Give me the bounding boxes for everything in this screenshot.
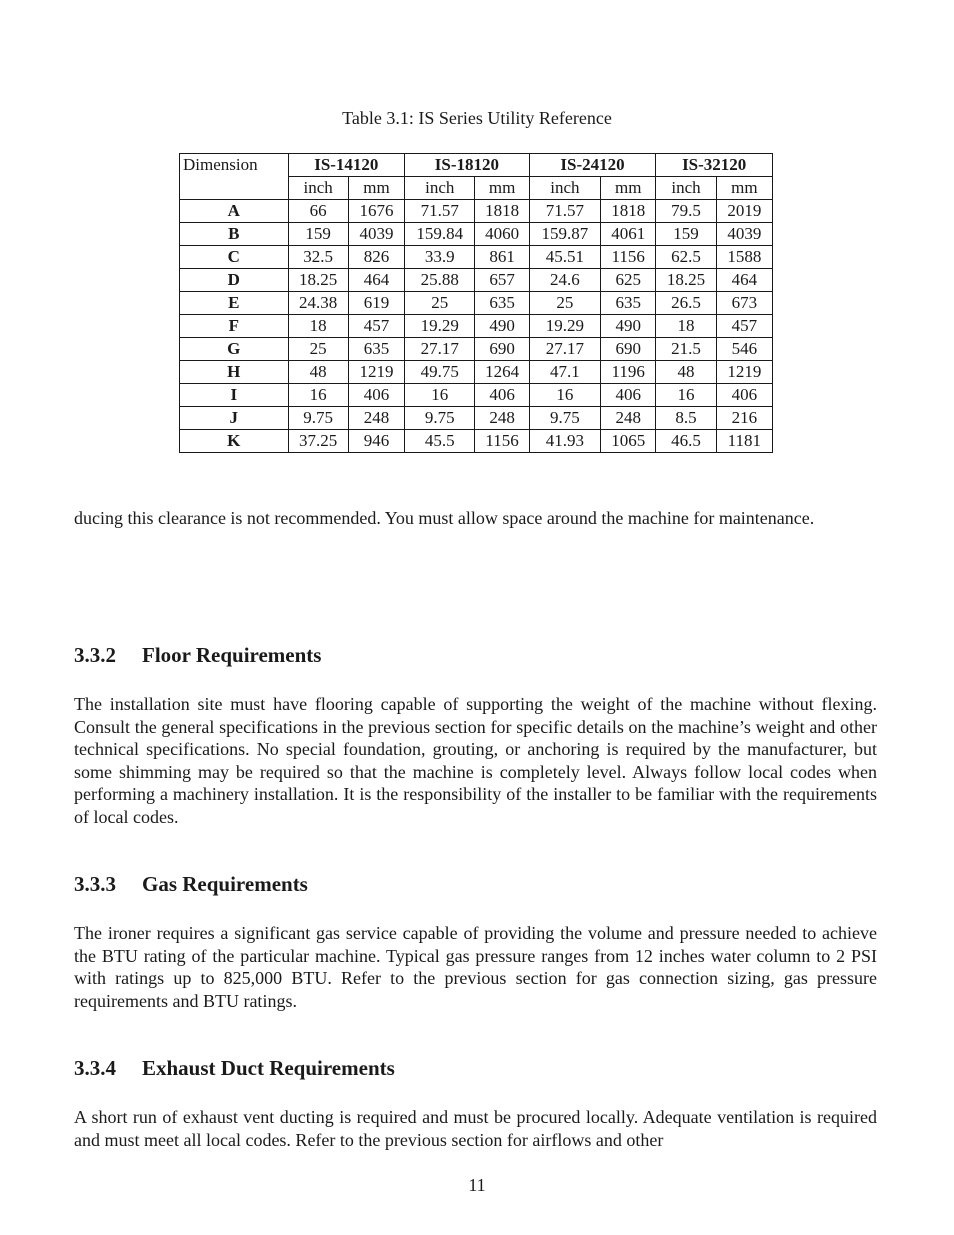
section-title: Floor Requirements bbox=[142, 643, 322, 667]
cell-mm: 4039 bbox=[716, 223, 772, 246]
cell-mm: 1219 bbox=[348, 361, 404, 384]
dimension-label: J bbox=[180, 407, 289, 430]
cell-inch: 8.5 bbox=[656, 407, 716, 430]
dimension-label: A bbox=[180, 200, 289, 223]
cell-inch: 45.5 bbox=[405, 430, 475, 453]
section-number: 3.3.4 bbox=[74, 1056, 116, 1080]
cell-mm: 1156 bbox=[601, 246, 656, 269]
cell-inch: 19.29 bbox=[529, 315, 600, 338]
unit-header: inch bbox=[405, 177, 475, 200]
cell-mm: 457 bbox=[716, 315, 772, 338]
section-number: 3.3.2 bbox=[74, 643, 116, 667]
cell-inch: 25 bbox=[288, 338, 348, 361]
cell-inch: 79.5 bbox=[656, 200, 716, 223]
model-header: IS-32120 bbox=[656, 154, 773, 177]
cell-inch: 159.87 bbox=[529, 223, 600, 246]
table-row bbox=[180, 223, 773, 246]
cell-mm: 1181 bbox=[716, 430, 772, 453]
table-row bbox=[180, 430, 773, 453]
dimension-label: I bbox=[180, 384, 289, 407]
utility-reference-table bbox=[179, 153, 773, 453]
cell-mm: 406 bbox=[601, 384, 656, 407]
cell-inch: 33.9 bbox=[405, 246, 475, 269]
cell-inch: 49.75 bbox=[405, 361, 475, 384]
cell-mm: 690 bbox=[475, 338, 529, 361]
cell-mm: 490 bbox=[475, 315, 529, 338]
cell-inch: 16 bbox=[288, 384, 348, 407]
cell-inch: 27.17 bbox=[529, 338, 600, 361]
dimension-label: H bbox=[180, 361, 289, 384]
section-heading-floor bbox=[74, 643, 321, 668]
cell-mm: 690 bbox=[601, 338, 656, 361]
cell-inch: 48 bbox=[288, 361, 348, 384]
table-row bbox=[180, 200, 773, 223]
dimension-label: K bbox=[180, 430, 289, 453]
cell-mm: 457 bbox=[348, 315, 404, 338]
cell-mm: 4061 bbox=[601, 223, 656, 246]
cell-mm: 673 bbox=[716, 292, 772, 315]
cell-mm: 490 bbox=[601, 315, 656, 338]
cell-inch: 32.5 bbox=[288, 246, 348, 269]
cell-mm: 546 bbox=[716, 338, 772, 361]
table-row bbox=[180, 269, 773, 292]
model-header-row bbox=[180, 154, 773, 177]
cell-mm: 1676 bbox=[348, 200, 404, 223]
cell-inch: 71.57 bbox=[529, 200, 600, 223]
cell-inch: 71.57 bbox=[405, 200, 475, 223]
cell-mm: 635 bbox=[348, 338, 404, 361]
cell-mm: 464 bbox=[716, 269, 772, 292]
dimension-label: G bbox=[180, 338, 289, 361]
cell-inch: 159.84 bbox=[405, 223, 475, 246]
cell-mm: 861 bbox=[475, 246, 529, 269]
table-row bbox=[180, 292, 773, 315]
table-row bbox=[180, 315, 773, 338]
cell-inch: 18.25 bbox=[288, 269, 348, 292]
cell-inch: 41.93 bbox=[529, 430, 600, 453]
unit-header: mm bbox=[601, 177, 656, 200]
cell-mm: 1818 bbox=[475, 200, 529, 223]
unit-header: inch bbox=[288, 177, 348, 200]
cell-mm: 406 bbox=[348, 384, 404, 407]
cell-inch: 62.5 bbox=[656, 246, 716, 269]
cell-mm: 4060 bbox=[475, 223, 529, 246]
cell-mm: 1196 bbox=[601, 361, 656, 384]
model-header: IS-24120 bbox=[529, 154, 656, 177]
cell-inch: 45.51 bbox=[529, 246, 600, 269]
section-title: Exhaust Duct Requirements bbox=[142, 1056, 395, 1080]
cell-inch: 21.5 bbox=[656, 338, 716, 361]
section-heading-exhaust bbox=[74, 1056, 395, 1081]
cell-inch: 24.38 bbox=[288, 292, 348, 315]
cell-inch: 66 bbox=[288, 200, 348, 223]
section-body-floor: The installation site must have flooring capable of supporting the weight of the machine without flexing. Consult the general specifications in the previous section for specific details on the machine’s weight and other technical specifications. No special foundation, grouting, or anchoring is required by the manufacturer, but some shimming may be required so that the machine is completely level. Always follow local codes when performing a machinery installation. It is the responsibility of the installer to be familiar with the requirements of local codes. bbox=[74, 694, 877, 827]
table-row bbox=[180, 338, 773, 361]
cell-inch: 9.75 bbox=[529, 407, 600, 430]
cell-mm: 1588 bbox=[716, 246, 772, 269]
cell-inch: 26.5 bbox=[656, 292, 716, 315]
cell-mm: 826 bbox=[348, 246, 404, 269]
cell-inch: 18 bbox=[656, 315, 716, 338]
dimension-label: C bbox=[180, 246, 289, 269]
cell-inch: 46.5 bbox=[656, 430, 716, 453]
table-row bbox=[180, 384, 773, 407]
cell-mm: 1264 bbox=[475, 361, 529, 384]
table-caption: Table 3.1: IS Series Utility Reference bbox=[342, 108, 612, 128]
unit-header-row bbox=[180, 177, 773, 200]
cell-mm: 248 bbox=[348, 407, 404, 430]
cell-mm: 216 bbox=[716, 407, 772, 430]
unit-header: mm bbox=[716, 177, 772, 200]
cell-inch: 18 bbox=[288, 315, 348, 338]
unit-header: inch bbox=[529, 177, 600, 200]
dimension-label: D bbox=[180, 269, 289, 292]
section-body-gas: The ironer requires a significant gas service capable of providing the volume and pressure needed to achieve the BTU rating of the particular machine. Typical gas pressure ranges from 12 inches water column to 2 PSI with ratings up to 825,000 BTU. Refer to the previous section for gas connection sizing, gas pressure requirements and BTU ratings. bbox=[74, 923, 877, 1011]
cell-mm: 635 bbox=[601, 292, 656, 315]
cell-mm: 619 bbox=[348, 292, 404, 315]
cell-mm: 1219 bbox=[716, 361, 772, 384]
cell-inch: 24.6 bbox=[529, 269, 600, 292]
cell-inch: 27.17 bbox=[405, 338, 475, 361]
cell-inch: 16 bbox=[529, 384, 600, 407]
cell-inch: 37.25 bbox=[288, 430, 348, 453]
cell-inch: 25.88 bbox=[405, 269, 475, 292]
cell-inch: 159 bbox=[288, 223, 348, 246]
section-title: Gas Requirements bbox=[142, 872, 308, 896]
cell-inch: 48 bbox=[656, 361, 716, 384]
unit-header: mm bbox=[348, 177, 404, 200]
cell-inch: 25 bbox=[405, 292, 475, 315]
intro-paragraph: ducing this clearance is not recommended. You must allow space around the machine for maintenance. bbox=[74, 508, 815, 528]
cell-inch: 47.1 bbox=[529, 361, 600, 384]
unit-header: inch bbox=[656, 177, 716, 200]
cell-inch: 9.75 bbox=[405, 407, 475, 430]
section-heading-gas bbox=[74, 872, 308, 897]
cell-mm: 635 bbox=[475, 292, 529, 315]
cell-mm: 464 bbox=[348, 269, 404, 292]
cell-mm: 2019 bbox=[716, 200, 772, 223]
cell-inch: 159 bbox=[656, 223, 716, 246]
cell-mm: 946 bbox=[348, 430, 404, 453]
cell-mm: 248 bbox=[601, 407, 656, 430]
unit-header: mm bbox=[475, 177, 529, 200]
cell-inch: 9.75 bbox=[288, 407, 348, 430]
cell-mm: 406 bbox=[475, 384, 529, 407]
dimension-label: E bbox=[180, 292, 289, 315]
dimension-header: Dimension bbox=[180, 154, 289, 177]
model-header: IS-14120 bbox=[288, 154, 405, 177]
dimension-label: B bbox=[180, 223, 289, 246]
table-row bbox=[180, 361, 773, 384]
cell-mm: 248 bbox=[475, 407, 529, 430]
cell-inch: 19.29 bbox=[405, 315, 475, 338]
cell-mm: 657 bbox=[475, 269, 529, 292]
cell-inch: 18.25 bbox=[656, 269, 716, 292]
cell-mm: 1818 bbox=[601, 200, 656, 223]
cell-inch: 16 bbox=[405, 384, 475, 407]
cell-mm: 1156 bbox=[475, 430, 529, 453]
cell-mm: 406 bbox=[716, 384, 772, 407]
page-number: 11 bbox=[468, 1175, 486, 1195]
section-body-exhaust: A short run of exhaust vent ducting is required and must be procured locally. Adequate ventilation is required and must meet all local codes. Refer to the previous section for airflows and other bbox=[74, 1107, 877, 1150]
dimension-header-blank bbox=[180, 177, 289, 200]
table-row bbox=[180, 246, 773, 269]
model-header: IS-18120 bbox=[405, 154, 530, 177]
section-number: 3.3.3 bbox=[74, 872, 116, 896]
cell-mm: 1065 bbox=[601, 430, 656, 453]
dimension-label: F bbox=[180, 315, 289, 338]
table-row bbox=[180, 407, 773, 430]
cell-mm: 625 bbox=[601, 269, 656, 292]
cell-mm: 4039 bbox=[348, 223, 404, 246]
cell-inch: 16 bbox=[656, 384, 716, 407]
cell-inch: 25 bbox=[529, 292, 600, 315]
